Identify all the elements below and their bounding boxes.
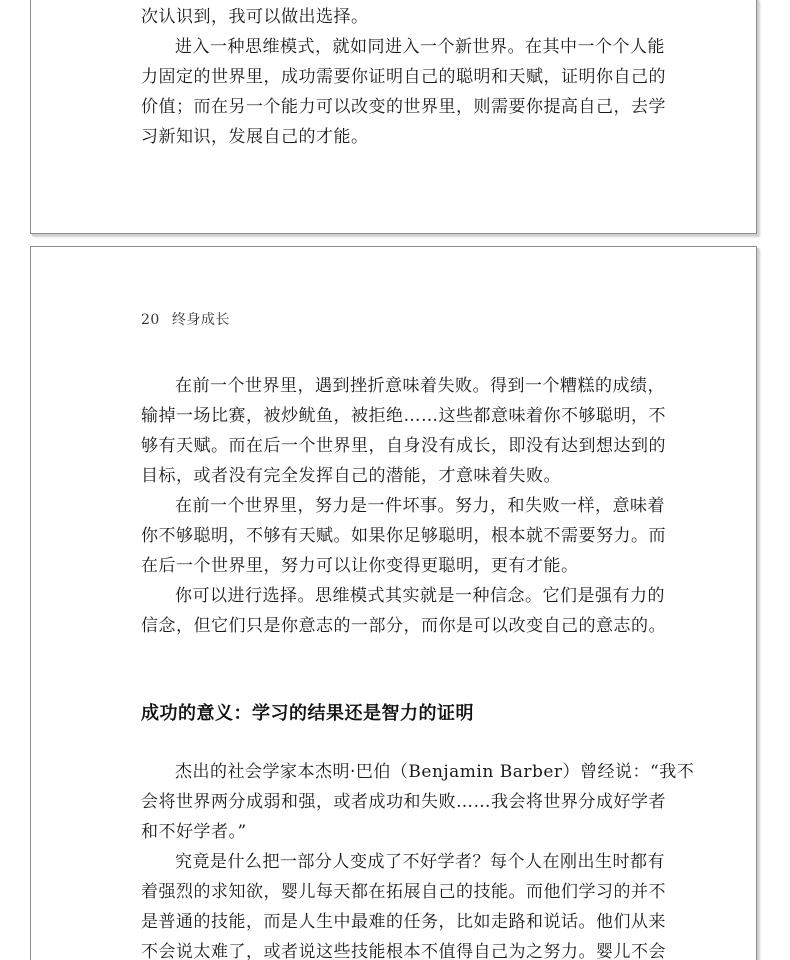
current-page	[30, 246, 757, 960]
text-line: 价值；而在另一个能力可以改变的世界里，则需要你提高自己，去学	[141, 97, 666, 117]
text-line: 够有天赋。而在后一个世界里，自身没有成长，即没有达到想达到的	[141, 436, 666, 456]
text-line: 在前一个世界里，努力是一件坏事。努力，和失败一样，意味着	[175, 496, 665, 516]
text-line: 着强烈的求知欲，婴儿每天都在拓展自己的技能。而他们学习的并不	[141, 882, 666, 902]
running-head	[141, 309, 230, 329]
body-text-block-2	[141, 757, 695, 960]
text-line: 目标，或者没有完全发挥自己的潜能，才意味着失败。	[141, 466, 561, 486]
text-line: 次认识到，我可以做出选择。	[141, 7, 369, 27]
text-line: 在前一个世界里，遇到挫折意味着失败。得到一个糟糕的成绩，	[175, 376, 665, 396]
text-line: 究竟是什么把一部分人变成了不好学者？每个人在刚出生时都有	[175, 852, 665, 872]
text-line: 进入一种思维模式，就如同进入一个新世界。在其中一个个人能	[175, 37, 665, 57]
section-heading: 成功的意义：学习的结果还是智力的证明	[141, 703, 474, 724]
previous-page	[30, 0, 757, 234]
text-line: 是普通的技能，而是人生中最难的任务，比如走路和说话。他们从来	[141, 912, 666, 932]
text-line: 习新知识，发展自己的才能。	[141, 127, 369, 147]
text-line: 信念，但它们只是你意志的一部分，而你是可以改变自己的意志的。	[141, 616, 666, 636]
text-line: 杰出的社会学家本杰明·巴伯（Benjamin Barber）曾经说：“我不	[175, 762, 695, 782]
text-line: 你不够聪明，不够有天赋。如果你足够聪明，根本就不需要努力。而	[141, 526, 666, 546]
text-line: 在后一个世界里，努力可以让你变得更聪明，更有才能。	[141, 556, 579, 576]
text-line: 会将世界两分成弱和强，或者成功和失败……我会将世界分成好学者	[141, 792, 666, 812]
page-number: 20	[141, 312, 160, 328]
text-line: 输掉一场比赛，被炒鱿鱼，被拒绝……这些都意味着你不够聪明，不	[141, 406, 666, 426]
text-line: 不会说太难了，或者说这些技能根本不值得自己为之努力。婴儿不会	[141, 942, 666, 960]
body-text-block-1	[141, 371, 666, 641]
book-title: 终身成长	[171, 312, 230, 328]
text-line: 和不好学者。”	[141, 822, 247, 842]
text-line: 力固定的世界里，成功需要你证明自己的聪明和天赋，证明你自己的	[141, 67, 666, 87]
previous-page-text	[141, 2, 666, 152]
text-line: 你可以进行选择。思维模式其实就是一种信念。它们是强有力的	[175, 586, 665, 606]
